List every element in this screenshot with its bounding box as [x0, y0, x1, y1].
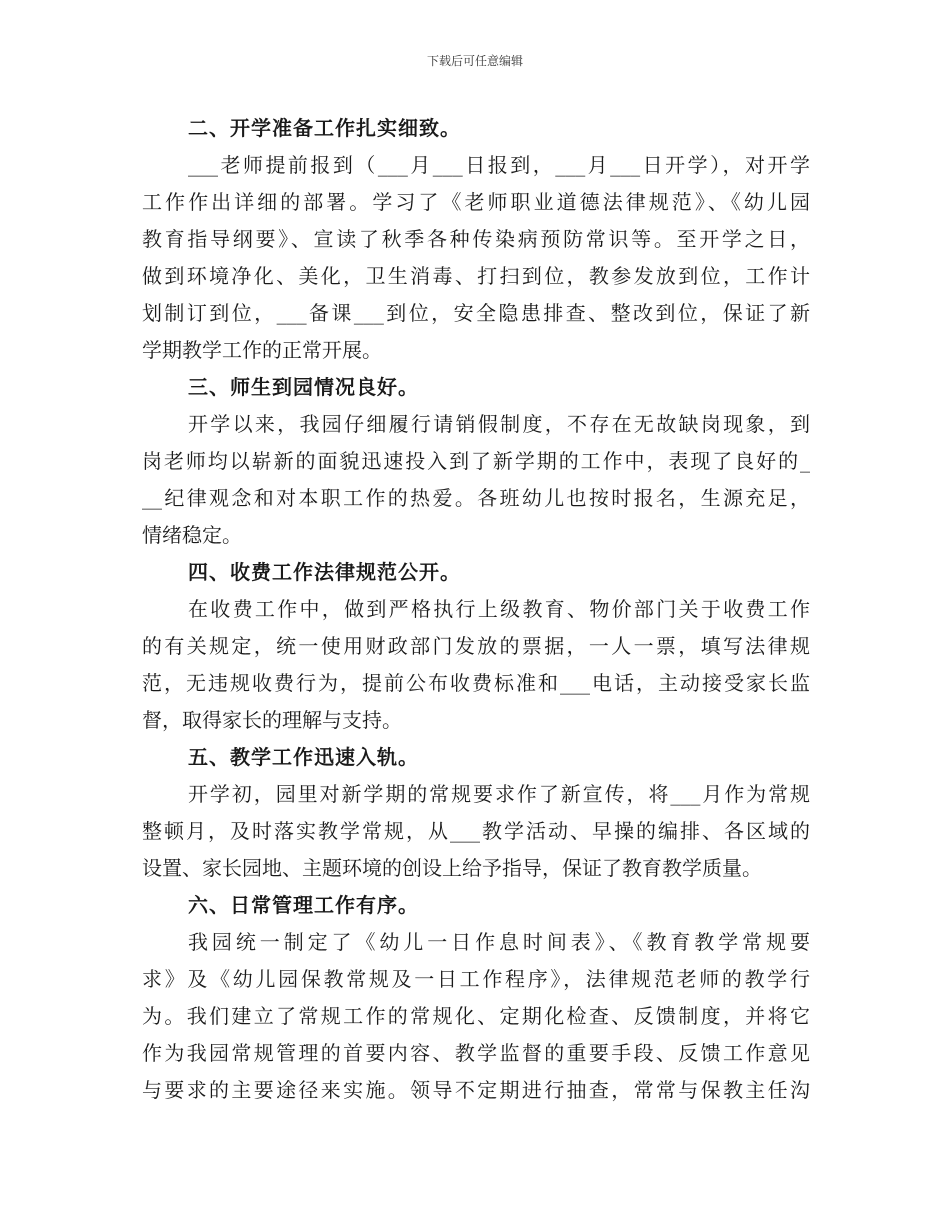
section-heading: 二、开学准备工作扎实细致。 [188, 116, 461, 140]
paragraph-line: 范，无违规收费行为，提前公布收费标准和___电话，主动接受家长监 [142, 671, 810, 695]
paragraph-line: 开学初，园里对新学期的常规要求作了新宣传，将___月作为常规 [188, 782, 810, 806]
section-heading: 五、教学工作迅速入轨。 [188, 745, 419, 769]
paragraph-line: 工作作出详细的部署。学习了《老师职业道德法律规范》、《幼儿园 [142, 190, 810, 214]
paragraph-line: 在收费工作中，做到严格执行上级教育、物价部门关于收费工作 [188, 597, 810, 621]
paragraph-line: 整顿月，及时落实教学常规，从___教学活动、早操的编排、各区域的 [142, 819, 810, 843]
paragraph-line: 教育指导纲要》、宣读了秋季各种传染病预防常识等。至开学之日， [142, 227, 810, 251]
section-5 [142, 739, 810, 887]
paragraph-line: 情绪稳定。 [142, 523, 242, 547]
section-2 [142, 110, 810, 369]
paragraph-line: 为。我们建立了常规工作的常规化、定期化检查、反馈制度，并将它 [142, 1004, 810, 1028]
paragraph-line: 开学以来，我园仔细履行请销假制度，不存在无故缺岗现象，到 [188, 412, 810, 436]
section-paragraph [142, 924, 810, 1109]
paragraph-line: 求》及《幼儿园保教常规及一日工作程序》，法律规范老师的教学行 [142, 967, 810, 991]
paragraph-line: 的有关规定，统一使用财政部门发放的票据，一人一票，填写法律规 [142, 634, 810, 658]
paragraph-line: 做到环境净化、美化，卫生消毒、打扫到位，教参发放到位，工作计 [142, 264, 810, 288]
section-6 [142, 887, 810, 1109]
paragraph-line: 岗老师均以崭新的面貌迅速投入到了新学期的工作中，表现了良好的_ [142, 449, 810, 473]
paragraph-line: ___老师提前报到（___月___日报到，___月___日开学），对开学 [188, 153, 810, 177]
document-body [142, 110, 810, 1109]
section-paragraph [142, 776, 810, 887]
paragraph-line: 我园统一制定了《幼儿一日作息时间表》、《教育教学常规要 [188, 930, 810, 954]
section-3 [142, 369, 810, 554]
section-heading: 四、收费工作法律规范公开。 [188, 560, 461, 584]
section-paragraph [142, 147, 810, 369]
section-4 [142, 554, 810, 739]
section-heading: 六、日常管理工作有序。 [188, 893, 419, 917]
section-paragraph [142, 406, 810, 554]
section-heading: 三、师生到园情况良好。 [188, 375, 419, 399]
paragraph-line: 与要求的主要途径来实施。领导不定期进行抽查，常常与保教主任沟 [142, 1078, 810, 1102]
paragraph-line: __纪律观念和对本职工作的热爱。各班幼儿也按时报名，生源充足， [142, 486, 810, 510]
page-header: 下载后可任意编辑 [426, 54, 523, 68]
section-paragraph [142, 591, 810, 739]
paragraph-line: 作为我园常规管理的首要内容、教学监督的重要手段、反馈工作意见 [142, 1041, 810, 1065]
paragraph-line: 设置、家长园地、主题环境的创设上给予指导，保证了教育教学质量。 [142, 856, 762, 880]
paragraph-line: 学期教学工作的正常开展。 [142, 338, 382, 362]
paragraph-line: 划制订到位，___备课___到位，安全隐患排查、整改到位，保证了新 [142, 301, 810, 325]
paragraph-line: 督，取得家长的理解与支持。 [142, 708, 402, 732]
